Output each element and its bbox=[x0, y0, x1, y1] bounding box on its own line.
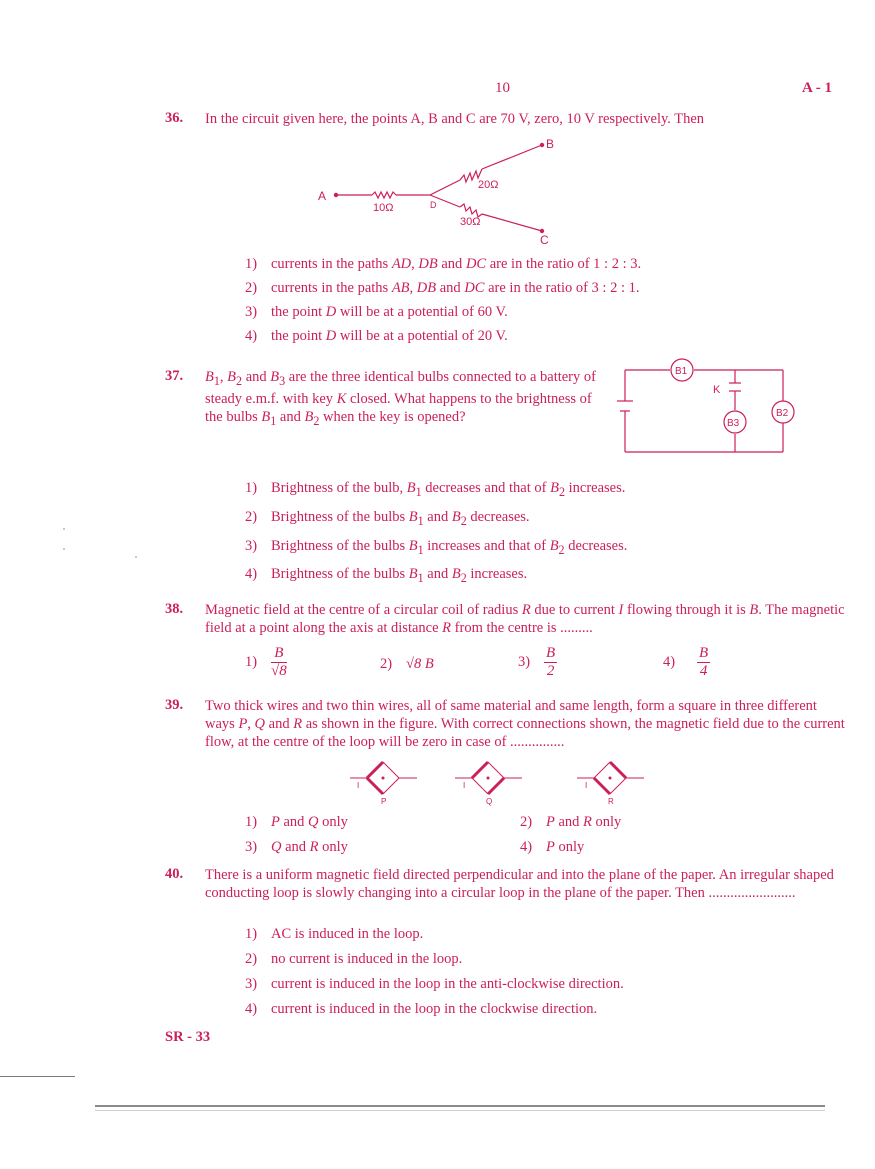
option: 1) Brightness of the bulb, $B_1$ decreases and that of $B_2$ increases. bbox=[245, 480, 626, 499]
current-label: I bbox=[357, 781, 360, 790]
option: 2) √8 B bbox=[380, 656, 434, 672]
loop-p-label: P bbox=[381, 797, 387, 806]
question-text: $B_1$, $B_2$ and $B_3$ are the three identical bulbs connected to a battery of steady e.m.f. with key K closed. What happens to the brightness of the bulbs $B_1$ and $B_2$ when the key is opened? bbox=[205, 369, 596, 428]
current-label: I bbox=[463, 781, 466, 790]
option: 4) $\frac{B}{4}$ bbox=[663, 645, 709, 679]
bulb-b1-label: B1 bbox=[675, 366, 688, 377]
scan-edge-line bbox=[95, 1110, 825, 1111]
option: 2) currents in the paths AB, DB and DC are in the ratio of 3 : 2 : 1. bbox=[245, 280, 640, 296]
option: 2) no current is induced in the loop. bbox=[245, 951, 463, 967]
key-k-label: K bbox=[713, 384, 721, 396]
scan-speck bbox=[135, 556, 137, 558]
bulb-circuit-figure-37 bbox=[615, 355, 800, 455]
option: 1) AC is induced in the loop. bbox=[245, 926, 424, 942]
bulb-b2-label: B2 bbox=[776, 408, 789, 419]
option: 3) Brightness of the bulbs $B_1$ increases and that of $B_2$ decreases. bbox=[245, 538, 628, 557]
question-text: Two thick wires and two thin wires, all of same material and same length, form a square in three different ways P, Q and R as shown in the figure. With correct connections shown, the magnetic field due to the current flow, at the centre of the loop will be zero in case of ............... bbox=[205, 698, 845, 750]
question-number: 37. bbox=[165, 368, 184, 384]
page-number: 10 bbox=[495, 80, 510, 96]
resistor-db-label: 20Ω bbox=[478, 179, 499, 191]
question-text: There is a uniform magnetic field directed perpendicular and into the plane of the paper. An irregular shaped conducting loop is slowly changing into a circular loop in the plane of the paper. Then ........................ bbox=[205, 867, 834, 901]
footer-code: SR - 33 bbox=[165, 1029, 211, 1045]
node-d-label: D bbox=[430, 200, 437, 210]
question-number: 39. bbox=[165, 697, 184, 713]
option: 3) Q and R only bbox=[245, 839, 348, 855]
option: 4) Brightness of the bulbs $B_1$ and $B_2$ increases. bbox=[245, 566, 528, 585]
scan-speck bbox=[63, 528, 65, 530]
loop-q-label: Q bbox=[486, 797, 493, 806]
loops-figure-39 bbox=[345, 758, 665, 808]
node-a-label: A bbox=[318, 189, 327, 203]
option: 4) current is induced in the loop in the clockwise direction. bbox=[245, 1001, 598, 1017]
option: 3) current is induced in the loop in the anti-clockwise direction. bbox=[245, 976, 624, 992]
scan-edge-line bbox=[95, 1105, 825, 1107]
resistor-ad-label: 10Ω bbox=[373, 202, 394, 214]
question-number: 38. bbox=[165, 601, 184, 617]
option: 4) the point D will be at a potential of 20 V. bbox=[245, 328, 508, 344]
question-text: In the circuit given here, the points A, B and C are 70 V, zero, 10 V respectively. Then bbox=[205, 111, 705, 127]
question-number: 40. bbox=[165, 866, 184, 882]
option: 3) $\frac{B}{2}$ bbox=[518, 645, 556, 679]
option: 2) Brightness of the bulbs $B_1$ and $B_2$ decreases. bbox=[245, 509, 530, 528]
paper-code: A - 1 bbox=[802, 80, 832, 96]
option: 1) currents in the paths AD, DB and DC are in the ratio of 1 : 2 : 3. bbox=[245, 256, 642, 272]
question-number: 36. bbox=[165, 110, 184, 126]
option: 3) the point D will be at a potential of 60 V. bbox=[245, 304, 508, 320]
question-text: Magnetic field at the centre of a circular coil of radius R due to current I flowing through it is B. The magnetic field at a point along the axis at distance R from the centre is ......... bbox=[205, 602, 845, 636]
option: 4) P only bbox=[520, 839, 585, 855]
resistor-dc-label: 30Ω bbox=[460, 216, 481, 228]
option: 2) P and R only bbox=[520, 814, 622, 830]
loop-r-label: R bbox=[608, 797, 614, 806]
node-c-label: C bbox=[540, 233, 549, 247]
bulb-b3-label: B3 bbox=[727, 418, 740, 429]
scan-speck bbox=[63, 548, 65, 550]
scan-edge-line bbox=[0, 1076, 75, 1077]
option: 1) P and Q only bbox=[245, 814, 348, 830]
circuit-figure-36 bbox=[310, 135, 560, 250]
option: 1) $\frac{B}{√8}$ bbox=[245, 645, 287, 679]
node-b-label: B bbox=[546, 137, 555, 151]
current-label: I bbox=[585, 781, 588, 790]
